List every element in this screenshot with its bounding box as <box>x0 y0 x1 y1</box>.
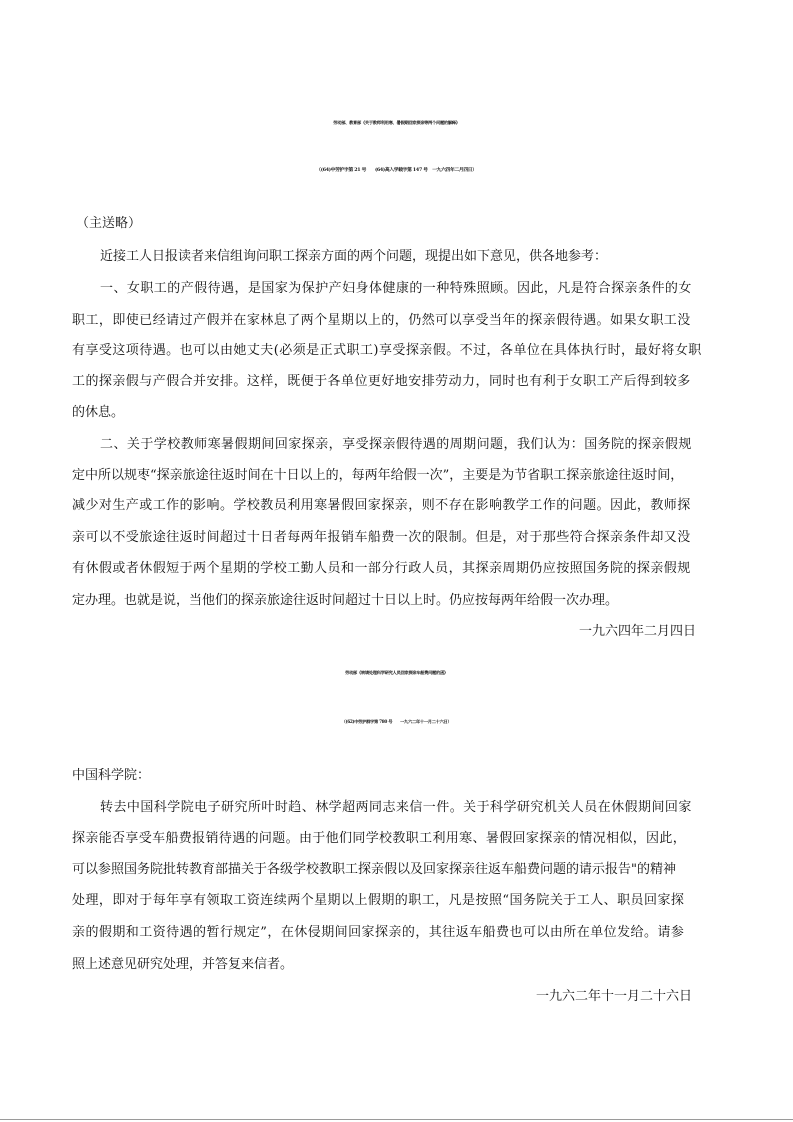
page-bottom-divider <box>0 1119 793 1120</box>
section1-title: 劳动部、教育部《关于教师利用寒、暑假期回家探亲等两个问题的解释》 <box>333 121 460 126</box>
section1-para2-line: 减少对生产或工作的影响。学校教员利用寒暑假回家探亲，则不存在影响教学工作的问题。因此，教师探 <box>72 498 691 513</box>
section2-body-line: 探亲能否享受车船费报销待遇的问题。由于他们同学校教职工利用寒、暑假回家探亲的情况相似，因此， <box>72 831 687 846</box>
section1-para1-line: 有享受这项待遇。也可以由她丈夫(必须是正式职工)享受探亲假。不过，各单位在具体执行时，最好将女职 <box>72 343 702 358</box>
section2-body-line: 照上述意见研究处理，并答复来信者。 <box>72 957 294 972</box>
section1-para1-line: 一、女职工的产假待遇，是国家为保护产妇身体健康的一种特殊照顾。因此，凡是符合探亲条件的女 <box>100 281 692 296</box>
section2-body-line: 亲的假期和工资待遇的暂行规定”，在休侵期间回家探亲的，其往返车船费也可以由所在单位发给。请参 <box>72 925 685 940</box>
section1-para1-line: 工的探亲假与产假合并安排。这样，既便于各单位更好地安排劳动力，同时也有利于女职工产后得到较多 <box>72 374 691 389</box>
section1-recipients: （主送略） <box>76 216 142 231</box>
section1-para2-line: 定中所以规枣“探亲旅途往返时间在十日以上的，每两年给假一次”，主要是为节省职工探亲旅途往返时间， <box>72 468 684 483</box>
section2-body-line: 可以参照国务院批转教育部描关于各级学校教职工探亲假以及回家探亲往返车船费问题的请示报告"的精神 <box>72 862 676 877</box>
section1-para2-line: 有休假或者休假短于两个星期的学校工勤人员和一部分行政人员，其探亲周期仍应按照国务院的探亲假规 <box>72 561 691 576</box>
section2-title: 劳动部《转请处理科学研究人员回家探亲车船费问题的函》 <box>345 671 448 676</box>
section1-doc-number: （(64)中劳护字第 21 号 (64)高入学载字第 147 号 一九六四年二月四日） <box>316 168 477 173</box>
section2-body-line: 转去中国科学院电子研究所叶时趋、林学超两同志来信一件。关于科学研究机关人员在休假期间回家 <box>100 800 692 815</box>
section1-para2-line: 二、关于学校教师寒暑假期间回家探亲，享受探亲假待遇的周期问题，我们认为：国务院的探亲假规 <box>100 437 692 452</box>
section1-para1-line: 的休息。 <box>72 405 125 420</box>
section1-para1-line: 职工，即使已经请过产假并在家林息了两个星期以上的，仍然可以享受当年的探亲假待遇。如果女职工没 <box>72 313 691 328</box>
section1-date: 一九六四年二月四日 <box>579 624 697 639</box>
section1-para2-line: 定办理。也就是说，当他们的探亲旅途往返时间超过十日以上时。仍应按每两年给假一次办理。 <box>72 593 619 608</box>
section2-date: 一九六二年十一月二十六日 <box>536 989 693 1004</box>
section2-doc-number: （(62)中劳护群字第 780 号 一九六二年十一月二十六日） <box>341 720 452 725</box>
section2-body-line: 处理，即对于每年享有领取工资连续两个星期以上假期的职工，凡是按照“国务院关于工人、职员回家探 <box>72 893 685 908</box>
section2-recipient: 中国科学院： <box>72 768 151 783</box>
section1-para2-line: 亲可以不受旅途往返时间超过十日者每两年报销车船费一次的限制。但是，对于那些符合探亲条件却又没 <box>72 530 691 545</box>
section1-intro: 近接工人日报读者来信组询问职工探亲方面的两个问题，现提出如下意见，供各地参考： <box>100 249 608 264</box>
